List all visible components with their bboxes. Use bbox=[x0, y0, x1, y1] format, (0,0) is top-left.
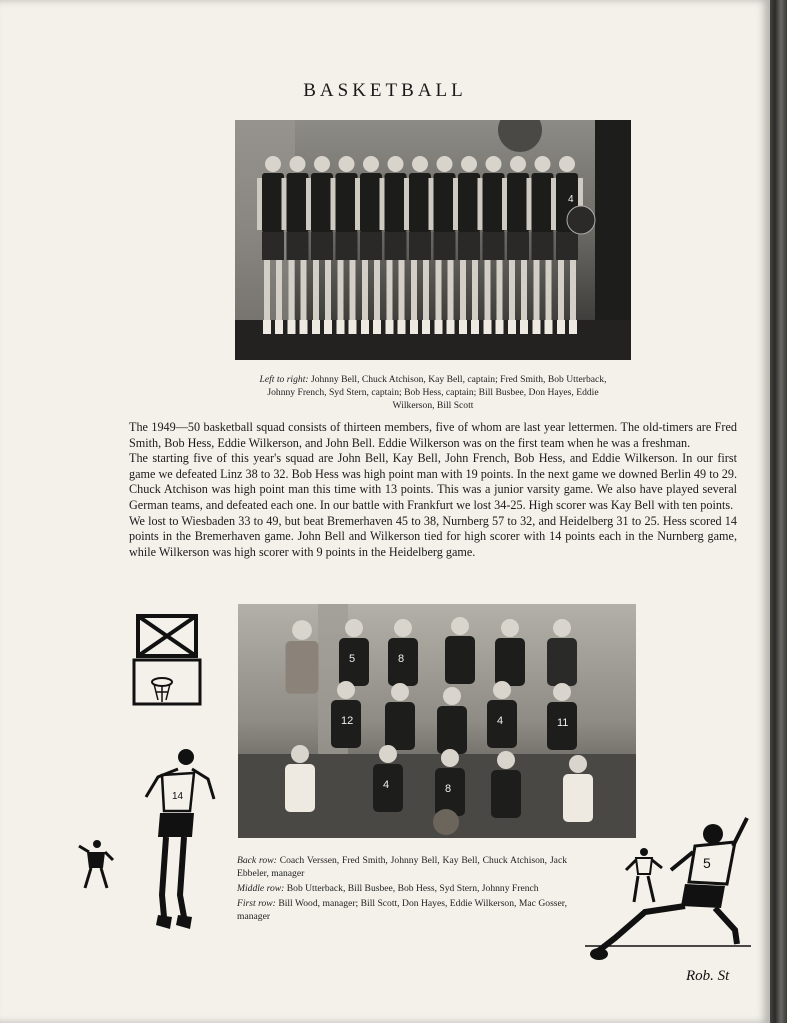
middle-row-names: Bob Utterback, Bill Busbee, Bob Hess, Syd Stern, Johnny French bbox=[284, 883, 539, 894]
jersey-number: 12 bbox=[341, 715, 354, 727]
first-row-lead: First row: bbox=[237, 898, 276, 909]
page-title: BASKETBALL bbox=[303, 80, 467, 101]
caption-middle-row bbox=[237, 882, 567, 895]
signature-text: Rob. St bbox=[686, 968, 730, 984]
middle-row-lead: Middle row: bbox=[237, 883, 285, 894]
paragraph-1: The 1949—50 basketball squad consists of thirteen members, five of whom are last year lettermen. The old-timers are Fred Smith, Bob Hess, Eddie Wilkerson, and John Bell. Eddie Wilkerson was on the first team when he was a freshman. bbox=[129, 420, 737, 450]
basketball-hoop-drawing bbox=[128, 608, 208, 708]
jersey-number: 8 bbox=[445, 783, 452, 795]
jersey-number: 5 bbox=[349, 653, 356, 665]
jersey-number: 8 bbox=[398, 653, 405, 665]
artist-signature bbox=[684, 962, 758, 988]
player-number-right: 5 bbox=[703, 855, 711, 871]
jersey-number: 4 bbox=[383, 779, 390, 791]
basketball bbox=[433, 809, 459, 835]
caption-names: Johnny Bell, Chuck Atchison, Kay Bell, captain; Fred Smith, Bob Utterback, Johnny French, Syd Stern, captain; Bob Hess, captain; Bill Busbee, Don Hayes, Eddie Wilkerson, Bill Scott bbox=[267, 374, 607, 411]
caption-lead: Left to right: bbox=[259, 374, 309, 385]
basketball-player-drawing-left bbox=[128, 745, 223, 935]
jersey-number: 11 bbox=[557, 717, 569, 729]
caption-back-row bbox=[237, 854, 567, 880]
back-row-lead: Back row: bbox=[237, 855, 277, 866]
paragraph-3: We lost to Wiesbaden 33 to 49, but beat Bremerhaven 45 to 38, Nurnberg 57 to 32, and Heidelberg 31 to 25. Hess scored 14 points in the Bremerhaven game. John Bell and Wilkerson tied for high scorer with 14 points each in the Nurnberg game, while Wilkerson was high scorer with 9 points in the Heidelberg game. bbox=[129, 513, 737, 559]
back-row-names: Coach Verssen, Fred Smith, Johnny Bell, Kay Bell, Chuck Atchison, Jack Ebbeler, manager bbox=[237, 855, 568, 879]
caption-first-row bbox=[237, 897, 567, 923]
team-group-photo bbox=[238, 604, 636, 838]
basketball-player-drawing-right bbox=[585, 812, 755, 972]
player-number-left: 14 bbox=[172, 791, 184, 802]
photo2-caption bbox=[237, 854, 567, 925]
jersey-number: 4 bbox=[497, 715, 504, 727]
team-lineup-photo bbox=[235, 120, 631, 360]
paragraph-2: The starting five of this year's squad are John Bell, Kay Bell, John French, Bob Hess, and Eddie Wilkerson. In our first game we defeated Linz 38 to 32. Bob Hess was high point man with 19 points. In the next game we downed Berlin 49 to 29. Chuck Atchison was high point man this time with 13 points. This was a junior varsity game. We also have played several German teams, and defeated each one. In our battle with Frankfurt we lost 34-25. High scorer was Kay Bell with ten points. bbox=[129, 451, 737, 512]
photo1-caption bbox=[248, 373, 618, 412]
first-row-names: Bill Wood, manager; Bill Scott, Don Hayes, Eddie Wilkerson, Mac Gosser, manager bbox=[237, 898, 568, 922]
basketball bbox=[567, 206, 595, 234]
small-player-drawing-left bbox=[75, 838, 117, 894]
jersey-number: 4 bbox=[568, 194, 574, 205]
article-body bbox=[129, 420, 737, 560]
